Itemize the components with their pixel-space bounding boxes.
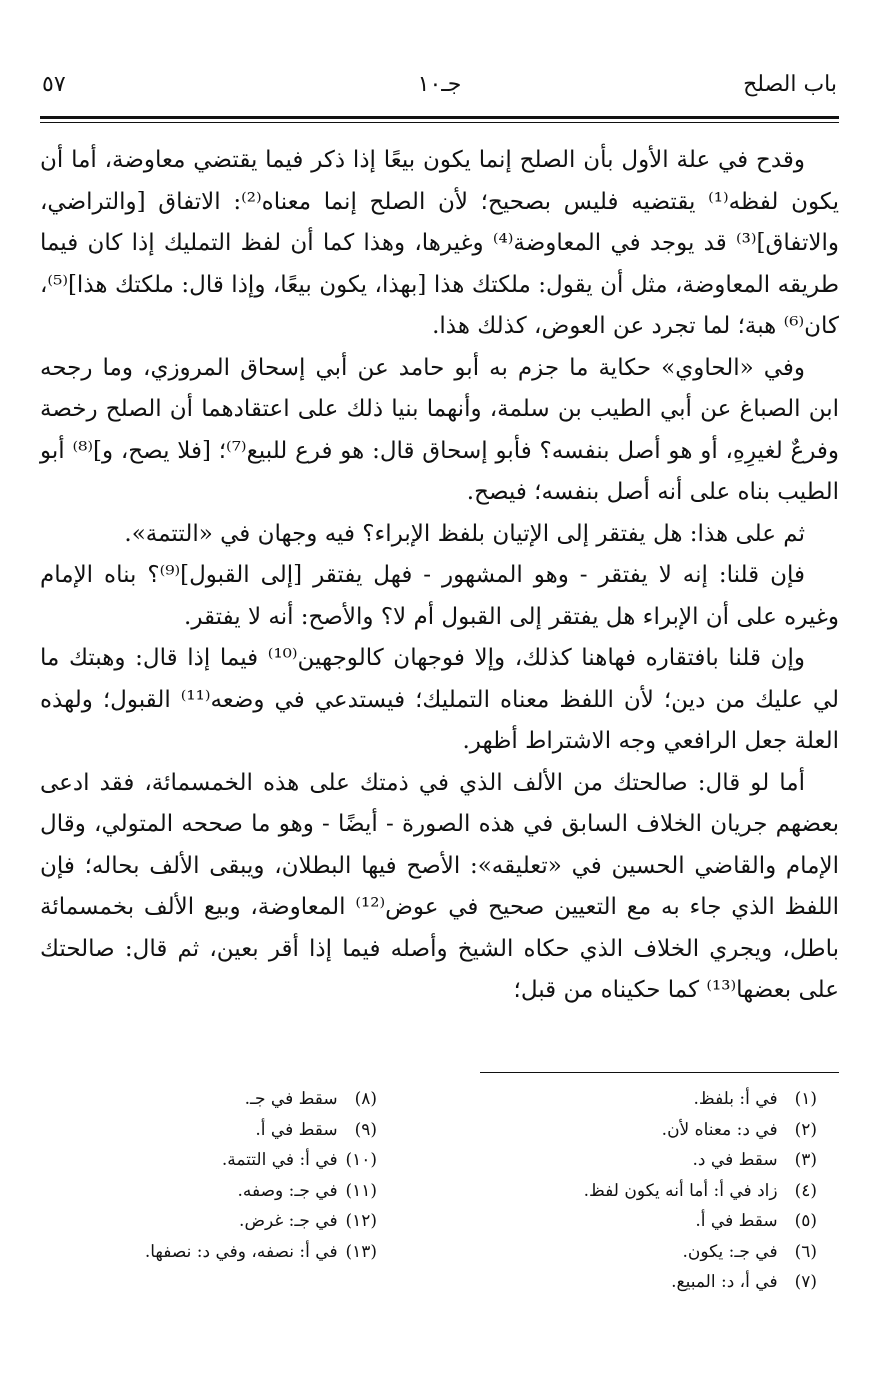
footnote-text: في أ: نصفه، وفي د: نصفها. — [144, 1241, 338, 1262]
footnote — [457, 1115, 817, 1146]
footnote-text: سقط في أ. — [695, 1211, 778, 1231]
footnote-text: في أ: بلفظ. — [693, 1089, 778, 1109]
footnote — [457, 1084, 817, 1115]
footnote — [457, 1267, 817, 1298]
footnote — [457, 1237, 817, 1268]
footnote-text: في د: معناه لأن. — [661, 1119, 778, 1140]
footnote — [17, 1176, 377, 1207]
footnote-text: سقط في جـ. — [244, 1089, 338, 1109]
footnote-text: في أ: في التتمة. — [221, 1150, 338, 1170]
footnotes-column-left — [17, 1084, 377, 1267]
footnote-separator — [480, 1072, 839, 1073]
footnote — [17, 1084, 377, 1115]
volume-label: جـ١٠ — [417, 72, 462, 97]
footnote — [17, 1145, 377, 1176]
page-number: ٥٧ — [42, 72, 66, 97]
paragraph: وإن قلنا بافتقاره فهاهنا كذلك، وإلا فوجهان كالوجهين⁽¹⁰⁾ فيما إذا قال: وهبتك ما لي عليك من دين؛ لأن اللفظ معناه التمليك؛ فيستدعي في وضعه⁽¹¹⁾ القبول؛ ولهذه العلة جعل الرافعي وجه الاشتراط أظهر. — [40, 645, 839, 754]
footnote-number: (٢) — [794, 1119, 817, 1140]
footnote — [457, 1176, 817, 1207]
paragraph: أما لو قال: صالحتك من الألف الذي في ذمتك على هذه الخمسمائة، فقد ادعى بعضهم جريان الخلاف السابق في هذه الصورة - أيضًا - وهو ما صححه المتولي، وقال الإمام والقاضي الحسين في «تعليقه»: الأصح فيها البطلان، ويبقى الألف بحاله؛ فإن اللفظ الذي جاء به مع التعيين صحيح في عوض⁽¹²⁾ المعاوضة، وبيع الألف بخمسمائة باطل، ويجري الخلاف الذي حكاه الشيخ وأصله فيما إذا أقر بعين، ثم قال: صالحتك على بعضها⁽¹³⁾ كما حكيناه من قبل؛ — [40, 769, 839, 1003]
footnote-number: (٦) — [794, 1241, 817, 1262]
paragraph: وقدح في علة الأول بأن الصلح إنما يكون بيعًا إذا ذكر فيما يقتضي معاوضة، أما أن يكون لفظه⁽¹⁾ يقتضيه فليس بصحيح؛ لأن الصلح إنما معناه⁽²⁾: الاتفاق [والتراضي، والاتفاق]⁽³⁾ قد يوجد في المعاوضة⁽⁴⁾ وغيرها، وهذا كما أن لفظ التمليك إذا كان فيما طريقه المعاوضة، مثل أن يقول: ملكتك هذا [بهذا، يكون بيعًا، وإذا قال: ملكتك هذا]⁽⁵⁾، كان⁽⁶⁾ هبة؛ لما تجرد عن العوض، كذلك هذا. — [40, 147, 839, 339]
chapter-title: باب الصلح — [743, 72, 837, 97]
footnote-number: (٥) — [794, 1211, 817, 1231]
footnote — [17, 1206, 377, 1237]
paragraph: ثم على هذا: هل يفتقر إلى الإتيان بلفظ الإبراء؟ فيه وجهان في «التتمة». — [124, 520, 805, 547]
footnote-number: (١٣) — [345, 1241, 377, 1262]
footnote — [17, 1115, 377, 1146]
footnote-text: في أ، د: المبيع. — [671, 1272, 778, 1292]
footnote-text: زاد في أ: أما أنه يكون لفظ. — [583, 1180, 778, 1201]
footnote-number: (٨) — [354, 1089, 377, 1109]
main-text — [40, 140, 839, 1012]
footnote-text: سقط في أ. — [255, 1119, 338, 1140]
footnote-number: (٤) — [794, 1180, 817, 1201]
paragraph: فإن قلنا: إنه لا يفتقر - وهو المشهور - فهل يفتقر [إلى القبول]⁽⁹⁾؟ بناه الإمام وغيره على أن الإبراء هل يفتقر إلى القبول أم لا؟ والأصح: أنه لا يفتقر. — [40, 562, 839, 630]
footnote-number: (١٢) — [345, 1211, 377, 1231]
footnote-number: (١١) — [345, 1180, 377, 1201]
running-head — [42, 72, 837, 112]
footnote-number: (٩) — [354, 1119, 377, 1140]
footnote-number: (١) — [794, 1089, 817, 1109]
footnote-text: سقط في د. — [692, 1150, 778, 1170]
header-rule-thin — [40, 122, 839, 123]
footnotes-column-right — [457, 1084, 817, 1298]
footnote-number: (٣) — [794, 1150, 817, 1170]
footnote — [457, 1145, 817, 1176]
footnote-number: (١٠) — [345, 1150, 377, 1170]
footnote-text: في جـ: غرض. — [239, 1211, 338, 1231]
footnote-number: (٧) — [794, 1272, 817, 1292]
header-rule-thick — [40, 116, 839, 119]
footnote-text: في جـ: يكون. — [682, 1241, 778, 1262]
footnote — [17, 1237, 377, 1268]
footnote — [457, 1206, 817, 1237]
footnote-text: في جـ: وصفه. — [237, 1180, 338, 1201]
paragraph: وفي «الحاوي» حكاية ما جزم به أبو حامد عن أبي إسحاق المروزي، وما رجحه ابن الصباغ عن أبي الطيب بن سلمة، وأنهما بنيا ذلك على اعتقادهما أن الصلح رخصة وفرعٌ لغيرِهِ، أو هو أصل بنفسه؟ فأبو إسحاق قال: هو فرع للبيع⁽⁷⁾؛ [فلا يصح، و]⁽⁸⁾ أبو الطيب بناه على أنه أصل بنفسه؛ فيصح. — [40, 354, 840, 505]
